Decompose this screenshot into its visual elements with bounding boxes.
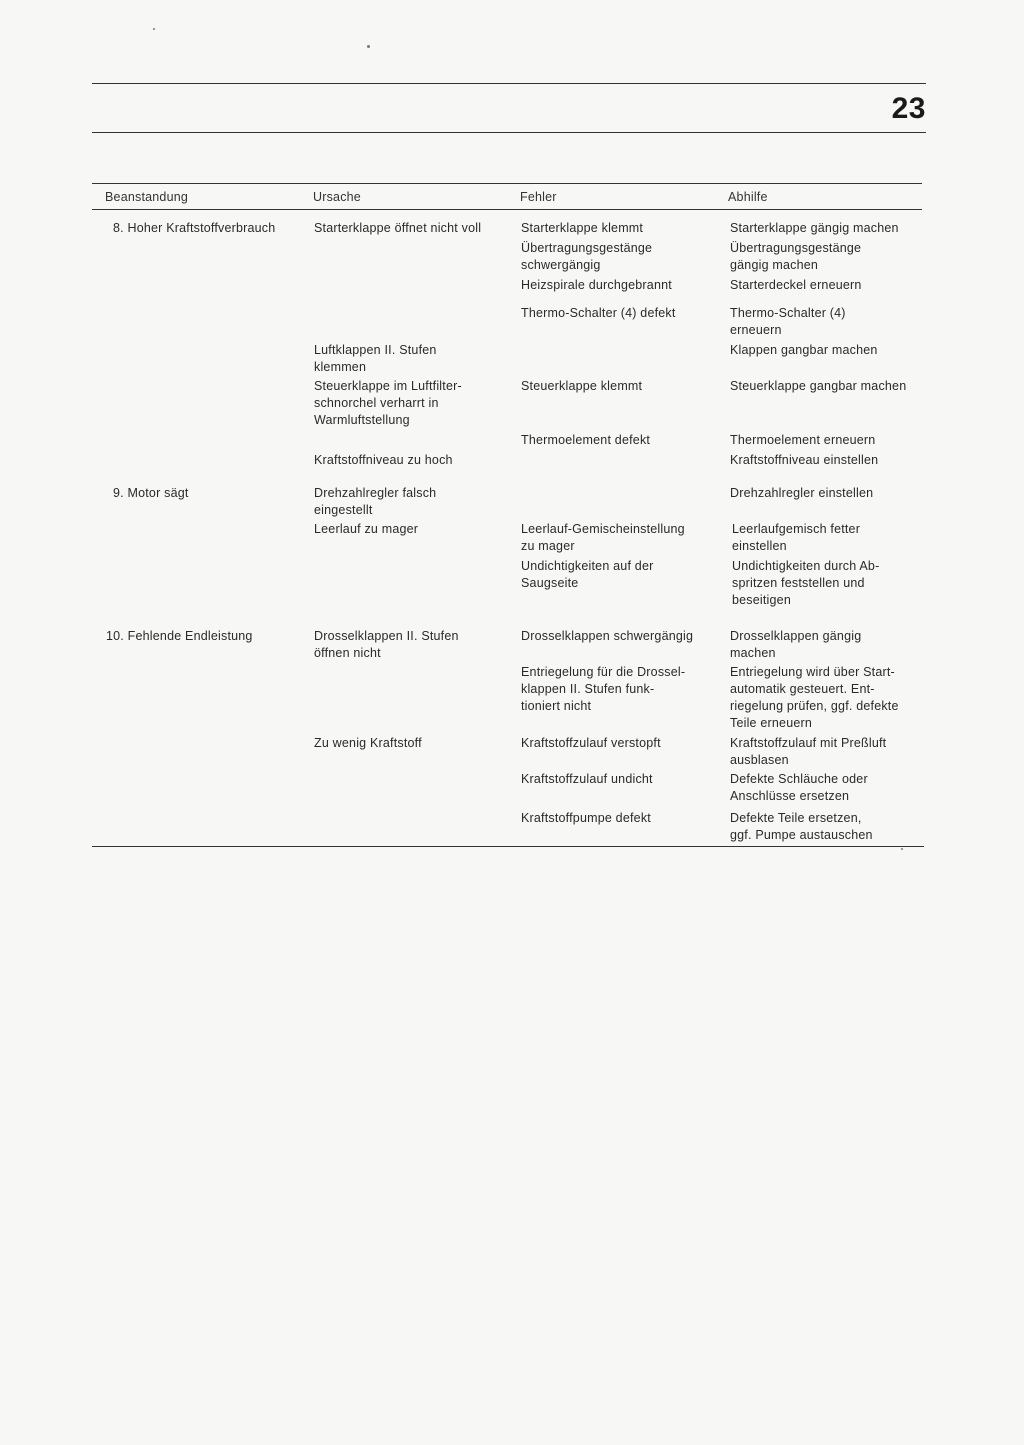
column-header-abhilfe: Abhilfe (728, 190, 768, 204)
top-rule (92, 83, 926, 84)
table-cell-abhilfe: Defekte Teile ersetzen, ggf. Pumpe austauschen (730, 811, 873, 842)
scan-speck (367, 45, 370, 48)
table-top-rule (92, 183, 922, 184)
table-cell-fehler: Leerlauf-Gemischeinstellung zu mager (521, 522, 685, 553)
table-cell-abhilfe: Defekte Schläuche oder Anschlüsse ersetzen (730, 772, 868, 803)
page-header-rule (92, 132, 926, 133)
column-header-beanstandung: Beanstandung (105, 190, 189, 204)
table-cell-ursache: Drosselklappen II. Stufen öffnen nicht (314, 629, 459, 660)
table-cell-beanstandung: 9. Motor sägt (113, 486, 189, 500)
table-cell-ursache: Luftklappen II. Stufen klemmen (314, 343, 437, 374)
table-cell-beanstandung: 10. Fehlende Endleistung (106, 629, 253, 643)
table-cell-abhilfe: Drehzahlregler einstellen (730, 486, 874, 500)
table-cell-ursache: Drehzahlregler falsch eingestellt (314, 486, 437, 517)
table-cell-beanstandung: 8. Hoher Kraftstoffverbrauch (113, 221, 276, 235)
table-cell-ursache: Steuerklappe im Luftfilter- schnorchel verharrt in Warmluftstellung (314, 379, 462, 427)
table-cell-abhilfe: Leerlaufgemisch fetter einstellen (732, 522, 861, 553)
table-cell-fehler: Heizspirale durchgebrannt (521, 278, 672, 292)
table-header-rule (92, 209, 922, 210)
table-cell-fehler: Starterklappe klemmt (521, 221, 644, 235)
table-cell-fehler: Übertragungsgestänge schwergängig (521, 241, 653, 272)
table-cell-fehler: Undichtigkeiten auf der Saugseite (521, 559, 654, 590)
table-cell-fehler: Drosselklappen schwergängig (521, 629, 694, 643)
table-cell-abhilfe: Klappen gangbar machen (730, 343, 878, 357)
table-cell-ursache: Zu wenig Kraftstoff (314, 736, 422, 750)
table-cell-ursache: Leerlauf zu mager (314, 522, 419, 536)
table-cell-abhilfe: Entriegelung wird über Start- automatik gesteuert. Ent- riegelung prüfen, ggf. defekte Teile erneuern (730, 665, 899, 730)
table-cell-abhilfe: Übertragungsgestänge gängig machen (730, 241, 862, 272)
scan-speck (153, 28, 155, 30)
table-cell-abhilfe: Thermoelement erneuern (730, 433, 876, 447)
table-cell-fehler: Thermo-Schalter (4) defekt (521, 306, 676, 320)
column-header-fehler: Fehler (520, 190, 557, 204)
table-cell-abhilfe: Thermo-Schalter (4) erneuern (730, 306, 846, 337)
table-cell-fehler: Steuerklappe klemmt (521, 379, 643, 393)
page-number: 23 (891, 92, 926, 125)
scan-speck (901, 848, 903, 850)
table-bottom-rule (92, 846, 924, 847)
table-cell-abhilfe: Starterklappe gängig machen (730, 221, 899, 235)
table-cell-fehler: Thermoelement defekt (521, 433, 651, 447)
table-cell-abhilfe: Drosselklappen gängig machen (730, 629, 862, 660)
table-cell-abhilfe: Kraftstoffniveau einstellen (730, 453, 879, 467)
table-cell-abhilfe: Steuerklappe gangbar machen (730, 379, 907, 393)
table-cell-fehler: Kraftstoffpumpe defekt (521, 811, 651, 825)
table-cell-abhilfe: Starterdeckel erneuern (730, 278, 862, 292)
table-cell-abhilfe: Kraftstoffzulauf mit Preßluft ausblasen (730, 736, 887, 767)
table-cell-abhilfe: Undichtigkeiten durch Ab- spritzen feststellen und beseitigen (732, 559, 880, 607)
table-cell-fehler: Kraftstoffzulauf verstopft (521, 736, 661, 750)
column-header-ursache: Ursache (313, 190, 361, 204)
table-cell-fehler: Entriegelung für die Drossel- klappen II. Stufen funk- tioniert nicht (521, 665, 686, 713)
table-cell-fehler: Kraftstoffzulauf undicht (521, 772, 653, 786)
table-cell-ursache: Kraftstoffniveau zu hoch (314, 453, 453, 467)
table-cell-ursache: Starterklappe öffnet nicht voll (314, 221, 482, 235)
